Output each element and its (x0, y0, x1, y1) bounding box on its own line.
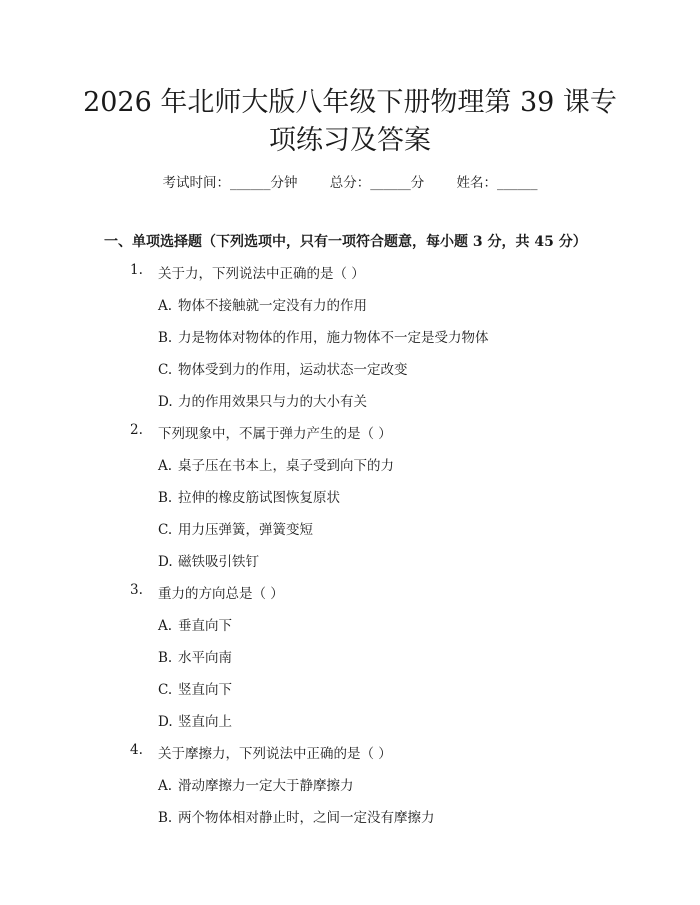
option-text: 两个物体相对静止时，之间一定没有摩擦力 (178, 810, 435, 826)
option-text: 物体不接触就一定没有力的作用 (178, 298, 367, 314)
option-label: A. (158, 458, 173, 474)
option-label: C. (158, 362, 173, 378)
title-line-1: 2026 年北师大版八年级下册物理第 39 课专 (83, 87, 617, 118)
title-line-2: 项练习及答案 (269, 125, 431, 156)
option-label: B. (158, 330, 173, 346)
exam-time-field: 考试时间：______分钟 (162, 175, 298, 191)
option-text: 滑动摩擦力一定大于静摩擦力 (178, 778, 354, 794)
option-text: 用力压弹簧，弹簧变短 (178, 522, 313, 538)
option-label: D. (158, 554, 173, 570)
student-name-field: 姓名：______ (456, 175, 538, 191)
section-heading: 一、单项选择题（下列选项中，只有一项符合题意，每小题 3 分，共 45 分） (104, 234, 587, 250)
option (158, 454, 394, 474)
option (158, 390, 367, 410)
option-text: 竖直向上 (178, 714, 232, 730)
option (158, 678, 232, 698)
option-label: B. (158, 650, 173, 666)
option-label: D. (158, 394, 173, 410)
option (158, 614, 232, 634)
option-text: 物体受到力的作用，运动状态一定改变 (178, 362, 408, 378)
question-text: 关于力，下列说法中正确的是（ ） (158, 266, 365, 282)
question-text: 下列现象中，不属于弹力产生的是（ ） (158, 426, 392, 442)
question-number: 4. (130, 742, 143, 758)
option-label: A. (158, 778, 173, 794)
option (158, 774, 354, 794)
option-text: 拉伸的橡皮筋试图恢复原状 (178, 490, 340, 506)
option-label: B. (158, 490, 173, 506)
exam-info (0, 171, 700, 191)
total-score-field: 总分：______分 (329, 175, 425, 191)
option-label: A. (158, 618, 173, 634)
option-text: 桌子压在书本上，桌子受到向下的力 (178, 458, 394, 474)
option (158, 326, 489, 346)
option-text: 力的作用效果只与力的大小有关 (178, 394, 367, 410)
option (158, 486, 340, 506)
question-number: 1. (130, 262, 143, 278)
option (158, 806, 435, 826)
option (158, 294, 367, 314)
question-number: 3. (130, 582, 143, 598)
option-label: C. (158, 682, 173, 698)
option (158, 646, 232, 666)
option-text: 力是物体对物体的作用，施力物体不一定是受力物体 (178, 330, 489, 346)
option-text: 水平向南 (178, 650, 232, 666)
option-label: B. (158, 810, 173, 826)
option-text: 磁铁吸引铁钉 (178, 554, 259, 570)
option (158, 518, 313, 538)
question-text: 关于摩擦力，下列说法中正确的是（ ） (158, 746, 392, 762)
option-label: C. (158, 522, 173, 538)
option-text: 垂直向下 (178, 618, 232, 634)
option-label: D. (158, 714, 173, 730)
option (158, 358, 408, 378)
option (158, 550, 259, 570)
option-label: A. (158, 298, 173, 314)
question-text: 重力的方向总是（ ） (158, 586, 284, 602)
page-title (60, 84, 640, 160)
option (158, 710, 232, 730)
question-number: 2. (130, 422, 143, 438)
option-text: 竖直向下 (178, 682, 232, 698)
